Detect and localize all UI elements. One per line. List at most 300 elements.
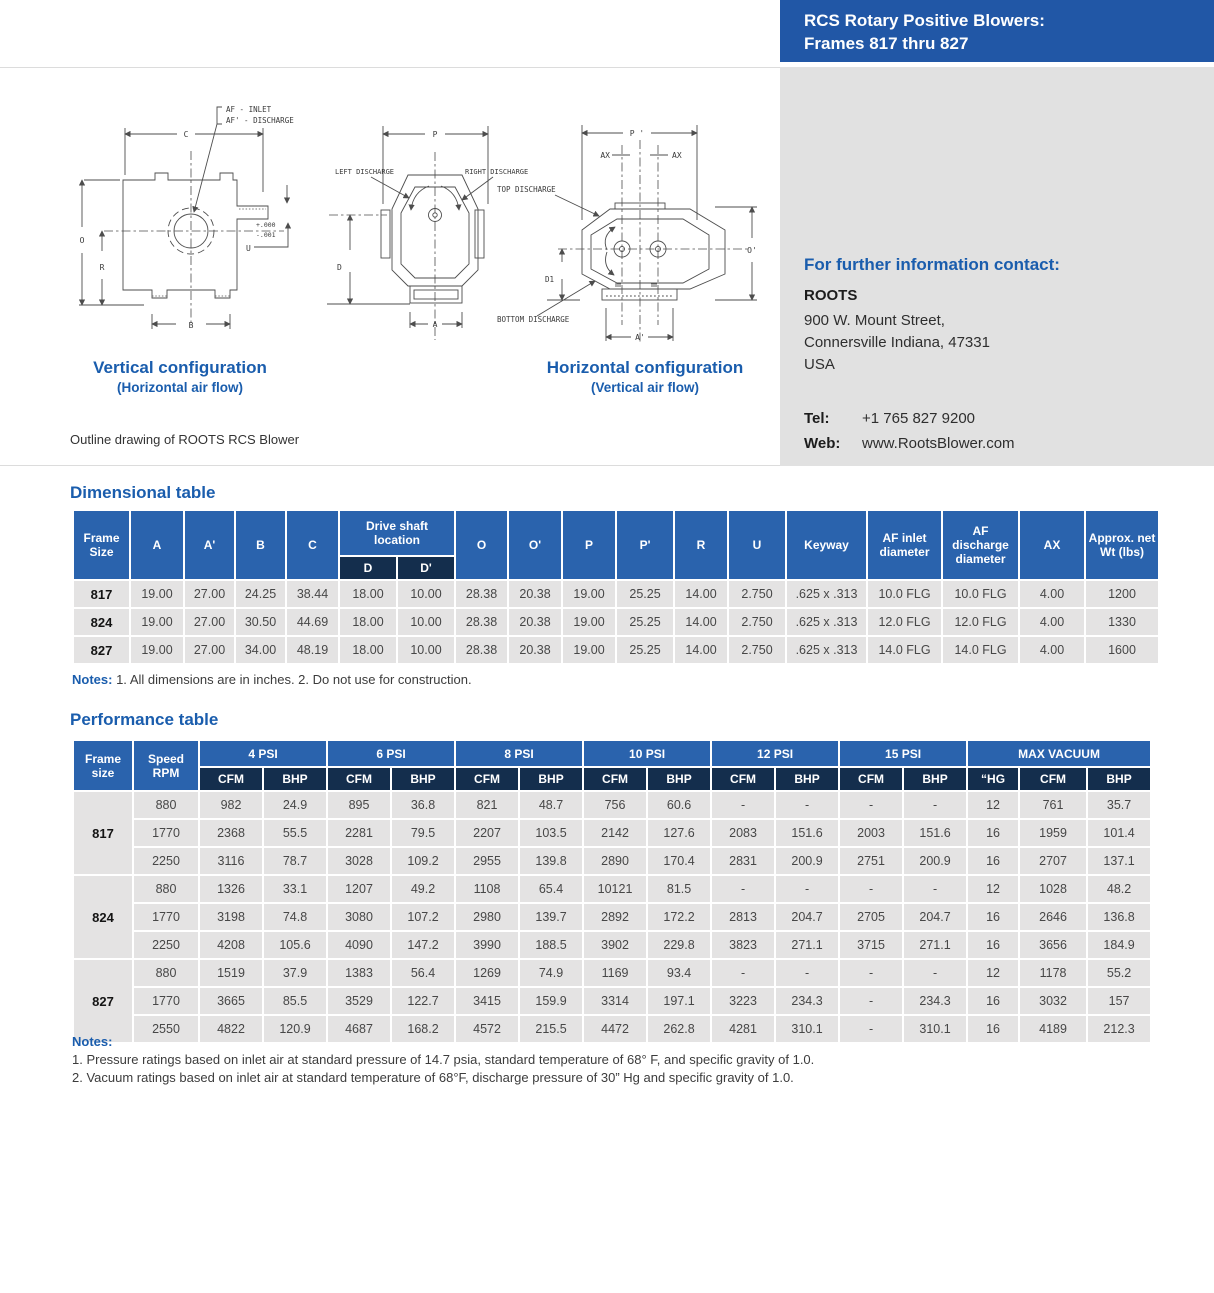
table-cell: 1169: [584, 960, 646, 986]
table-cell: 200.9: [904, 848, 966, 874]
table-cell: .625 x .313: [787, 637, 866, 663]
table-cell: 10.00: [398, 637, 454, 663]
table-cell: 4189: [1020, 1016, 1086, 1042]
table-cell: 151.6: [904, 820, 966, 846]
table-cell: 60.6: [648, 792, 710, 818]
table-cell: 65.4: [520, 876, 582, 902]
table-cell: 4572: [456, 1016, 518, 1042]
col-u: U: [729, 511, 785, 579]
table-cell: -: [776, 792, 838, 818]
table-cell: 12: [968, 960, 1018, 986]
table-cell: 10.0 FLG: [943, 581, 1018, 607]
table-cell: 10.0 FLG: [868, 581, 941, 607]
table-cell: 55.5: [264, 820, 326, 846]
table-cell: -: [840, 792, 902, 818]
table-cell: 19.00: [131, 637, 183, 663]
table-row: [74, 876, 1150, 902]
performance-notes: Notes: 1. Pressure ratings based on inlet air at standard pressure of 14.7 psia, standard temperature of 68° F, and specific gravity of 1.0. 2. Vacuum ratings based on inlet air at standard temperature of 68°F, discharge pressure of 30” Hg and specific gravity of 1.0.: [72, 1034, 815, 1085]
col-hg: “HG: [968, 768, 1018, 790]
table-cell: 122.7: [392, 988, 454, 1014]
table-cell: 157: [1088, 988, 1150, 1014]
col-bhp: BHP: [776, 768, 838, 790]
table-cell: 25.25: [617, 609, 673, 635]
table-cell: 1519: [200, 960, 262, 986]
table-cell: 1770: [134, 988, 198, 1014]
label-o: O: [79, 236, 85, 245]
contact-address-line1: 900 W. Mount Street,: [804, 312, 945, 329]
performance-note-2: 2. Vacuum ratings based on inlet air at standard temperature of 68°F, discharge pressure of 30” Hg and specific gravity of 1.0.: [72, 1070, 794, 1085]
table-row: [74, 820, 1150, 846]
table-cell: -: [840, 876, 902, 902]
table-cell: 10.00: [398, 609, 454, 635]
col-frame-size: Frame Size: [74, 511, 129, 579]
table-cell: 234.3: [776, 988, 838, 1014]
table-cell: 2707: [1020, 848, 1086, 874]
table-cell: 4.00: [1020, 581, 1084, 607]
table-cell: 16: [968, 904, 1018, 930]
table-cell: 14.0 FLG: [868, 637, 941, 663]
table-cell: 19.00: [131, 609, 183, 635]
table-cell: 14.0 FLG: [943, 637, 1018, 663]
col-d: D: [340, 557, 396, 579]
table-cell: 4090: [328, 932, 390, 958]
table-cell: 44.69: [287, 609, 338, 635]
label-p: P: [432, 130, 438, 139]
table-cell: 262.8: [648, 1016, 710, 1042]
table-cell: 761: [1020, 792, 1086, 818]
table-cell: 3028: [328, 848, 390, 874]
table-row: [74, 792, 1150, 818]
table-cell: 2281: [328, 820, 390, 846]
banner-title-line1: RCS Rotary Positive Blowers:: [804, 11, 1045, 30]
table-cell: 2003: [840, 820, 902, 846]
table-cell: 2550: [134, 1016, 198, 1042]
col-af-inlet-diameter: AF inlet diameter: [868, 511, 941, 579]
table-cell: 880: [134, 792, 198, 818]
table-cell: 1178: [1020, 960, 1086, 986]
col-a-prime: A': [185, 511, 234, 579]
table-cell: 2250: [134, 848, 198, 874]
table-row: [74, 988, 1150, 1014]
table-cell: 93.4: [648, 960, 710, 986]
table-cell: 48.2: [1088, 876, 1150, 902]
label-d: D: [337, 263, 342, 272]
table-cell: 4687: [328, 1016, 390, 1042]
table-cell: 170.4: [648, 848, 710, 874]
col-cfm: CFM: [840, 768, 902, 790]
col-group-12psi: 12 PSI: [712, 741, 838, 766]
performance-table: [72, 739, 1152, 1044]
label-tol-plus: +.000: [256, 221, 276, 229]
web-value: www.RootsBlower.com: [862, 435, 1015, 452]
table-cell: 821: [456, 792, 518, 818]
table-cell: 14.00: [675, 637, 727, 663]
table-cell: 229.8: [648, 932, 710, 958]
table-cell: 310.1: [776, 1016, 838, 1042]
label-af-inlet: AF - INLET: [226, 105, 272, 114]
table-cell: 79.5: [392, 820, 454, 846]
table-cell: 2.750: [729, 581, 785, 607]
header-banner: [780, 0, 1214, 62]
table-cell: -: [712, 876, 774, 902]
table-cell: 234.3: [904, 988, 966, 1014]
table-cell: 3415: [456, 988, 518, 1014]
table-cell: 20.38: [509, 609, 561, 635]
table-cell: 2831: [712, 848, 774, 874]
table-cell: 1770: [134, 820, 198, 846]
table-cell: 12: [968, 876, 1018, 902]
col-ax: AX: [1020, 511, 1084, 579]
table-cell: -: [840, 960, 902, 986]
table-cell: -: [904, 876, 966, 902]
table-cell: 880: [134, 876, 198, 902]
table-cell: .625 x .313: [787, 581, 866, 607]
table-row: [74, 637, 1158, 663]
table-cell: 3032: [1020, 988, 1086, 1014]
table-row: [74, 848, 1150, 874]
table-cell: -: [904, 960, 966, 986]
label-tol-minus: -.001: [256, 231, 276, 239]
col-group-6psi: 6 PSI: [328, 741, 454, 766]
table-cell: 3902: [584, 932, 646, 958]
table-row: [74, 581, 1158, 607]
table-cell: 204.7: [904, 904, 966, 930]
table-cell: -: [712, 792, 774, 818]
table-cell: 18.00: [340, 609, 396, 635]
table-cell: 3116: [200, 848, 262, 874]
table-cell: 1770: [134, 904, 198, 930]
table-cell: 34.00: [236, 637, 285, 663]
col-keyway: Keyway: [787, 511, 866, 579]
col-b: B: [236, 511, 285, 579]
table-cell: 817: [74, 581, 129, 607]
table-cell: 38.44: [287, 581, 338, 607]
col-cfm: CFM: [328, 768, 390, 790]
table-row: [74, 932, 1150, 958]
performance-table-title: Performance table: [70, 710, 219, 729]
table-cell: 12.0 FLG: [868, 609, 941, 635]
contact-tel-row: [804, 406, 1194, 431]
table-cell: 3656: [1020, 932, 1086, 958]
web-label: Web:: [804, 435, 841, 452]
table-cell: 10.00: [398, 581, 454, 607]
tel-label: Tel:: [804, 410, 830, 427]
table-cell: 200.9: [776, 848, 838, 874]
table-cell: 16: [968, 820, 1018, 846]
table-cell: 1383: [328, 960, 390, 986]
table-cell: 120.9: [264, 1016, 326, 1042]
table-cell: -: [904, 792, 966, 818]
dimensional-notes: Notes: 1. All dimensions are in inches. 2. Do not use for construction.: [72, 672, 472, 687]
label-p-prime: P ': [629, 129, 645, 138]
table-cell: 2955: [456, 848, 518, 874]
col-bhp: BHP: [520, 768, 582, 790]
frame-size-cell: 827: [74, 960, 132, 1042]
banner-title-line2: Frames 817 thru 827: [804, 34, 969, 53]
table-cell: 2980: [456, 904, 518, 930]
table-cell: 2646: [1020, 904, 1086, 930]
col-bhp: BHP: [648, 768, 710, 790]
col-group-10psi: 10 PSI: [584, 741, 710, 766]
table-cell: 184.9: [1088, 932, 1150, 958]
col-d-prime: D': [398, 557, 454, 579]
table-cell: 78.7: [264, 848, 326, 874]
table-cell: 1108: [456, 876, 518, 902]
table-cell: 14.00: [675, 609, 727, 635]
table-cell: 48.19: [287, 637, 338, 663]
table-cell: 30.50: [236, 609, 285, 635]
table-cell: 271.1: [904, 932, 966, 958]
table-cell: 19.00: [563, 581, 615, 607]
table-cell: 81.5: [648, 876, 710, 902]
table-cell: 19.00: [131, 581, 183, 607]
table-row: [74, 960, 1150, 986]
table-cell: 3990: [456, 932, 518, 958]
col-frame-size: Frame size: [74, 741, 132, 790]
table-cell: 2892: [584, 904, 646, 930]
table-cell: 74.8: [264, 904, 326, 930]
table-cell: 1200: [1086, 581, 1158, 607]
table-cell: 16: [968, 988, 1018, 1014]
table-cell: 2705: [840, 904, 902, 930]
table-cell: 74.9: [520, 960, 582, 986]
table-cell: 2.750: [729, 637, 785, 663]
contact-web-row: [804, 431, 1194, 456]
col-p: P: [563, 511, 615, 579]
table-cell: 56.4: [392, 960, 454, 986]
table-cell: 139.7: [520, 904, 582, 930]
table-cell: 28.38: [456, 637, 507, 663]
table-cell: .625 x .313: [787, 609, 866, 635]
label-ax-left: AX: [600, 151, 610, 160]
performance-note-1: 1. Pressure ratings based on inlet air at standard pressure of 14.7 psia, standard temperature of 68° F, and specific gravity of 1.0.: [72, 1052, 815, 1067]
table-cell: 101.4: [1088, 820, 1150, 846]
table-cell: 895: [328, 792, 390, 818]
table-cell: 212.3: [1088, 1016, 1150, 1042]
table-cell: 18.00: [340, 581, 396, 607]
table-cell: 756: [584, 792, 646, 818]
col-a: A: [131, 511, 183, 579]
table-cell: 25.25: [617, 581, 673, 607]
table-cell: 188.5: [520, 932, 582, 958]
table-cell: 19.00: [563, 637, 615, 663]
frame-size-cell: 817: [74, 792, 132, 874]
dimensional-table-title: Dimensional table: [70, 483, 216, 502]
table-cell: 139.8: [520, 848, 582, 874]
col-o: O: [456, 511, 507, 579]
table-cell: 2368: [200, 820, 262, 846]
dimensional-table: [72, 509, 1160, 665]
table-cell: 2142: [584, 820, 646, 846]
label-right-discharge: RIGHT DISCHARGE: [465, 168, 529, 176]
label-r: R: [99, 263, 105, 272]
table-cell: 2250: [134, 932, 198, 958]
table-cell: 16: [968, 932, 1018, 958]
table-cell: 4281: [712, 1016, 774, 1042]
table-cell: 197.1: [648, 988, 710, 1014]
table-cell: 3823: [712, 932, 774, 958]
col-net-wt: Approx. net Wt (lbs): [1086, 511, 1158, 579]
frame-size-cell: 824: [74, 876, 132, 958]
table-cell: 151.6: [776, 820, 838, 846]
table-cell: 168.2: [392, 1016, 454, 1042]
table-cell: -: [776, 876, 838, 902]
col-cfm: CFM: [1020, 768, 1086, 790]
table-cell: 28.38: [456, 581, 507, 607]
divider-top: [0, 67, 780, 68]
table-cell: -: [712, 960, 774, 986]
table-cell: 24.9: [264, 792, 326, 818]
col-p-prime: P': [617, 511, 673, 579]
table-cell: 12.0 FLG: [943, 609, 1018, 635]
table-cell: 1959: [1020, 820, 1086, 846]
table-cell: 16: [968, 1016, 1018, 1042]
label-bottom-discharge: BOTTOM DISCHARGE: [497, 315, 570, 324]
table-cell: 3665: [200, 988, 262, 1014]
drawing-horizontal-configuration: [495, 112, 765, 362]
label-c: C: [183, 130, 189, 139]
table-cell: 109.2: [392, 848, 454, 874]
table-cell: 25.25: [617, 637, 673, 663]
table-cell: 2.750: [729, 609, 785, 635]
table-cell: 172.2: [648, 904, 710, 930]
table-cell: 982: [200, 792, 262, 818]
col-cfm: CFM: [712, 768, 774, 790]
table-cell: 204.7: [776, 904, 838, 930]
col-group-15psi: 15 PSI: [840, 741, 966, 766]
table-row: [74, 904, 1150, 930]
table-cell: 36.8: [392, 792, 454, 818]
table-cell: 16: [968, 848, 1018, 874]
table-row: [74, 609, 1158, 635]
outline-drawing-note: Outline drawing of ROOTS RCS Blower: [70, 432, 300, 447]
table-cell: 159.9: [520, 988, 582, 1014]
table-cell: 3529: [328, 988, 390, 1014]
col-group-max-vacuum: MAX VACUUM: [968, 741, 1150, 766]
table-cell: 27.00: [185, 581, 234, 607]
label-b: B: [188, 321, 194, 330]
label-left-discharge: LEFT DISCHARGE: [335, 168, 395, 176]
table-cell: 12: [968, 792, 1018, 818]
label-d1: D1: [545, 275, 555, 284]
table-cell: 85.5: [264, 988, 326, 1014]
col-cfm: CFM: [584, 768, 646, 790]
col-speed-rpm: Speed RPM: [134, 741, 198, 790]
table-cell: 18.00: [340, 637, 396, 663]
table-cell: 24.25: [236, 581, 285, 607]
table-cell: 3198: [200, 904, 262, 930]
caption-horizontal-configuration: Horizontal configuration (Vertical air flow): [546, 358, 744, 395]
table-cell: 103.5: [520, 820, 582, 846]
table-cell: 14.00: [675, 581, 727, 607]
contact-heading: For further information contact:: [804, 255, 1060, 274]
table-cell: 271.1: [776, 932, 838, 958]
table-cell: 2890: [584, 848, 646, 874]
table-cell: 4208: [200, 932, 262, 958]
table-cell: 1269: [456, 960, 518, 986]
col-group-8psi: 8 PSI: [456, 741, 582, 766]
table-cell: 1600: [1086, 637, 1158, 663]
table-cell: 49.2: [392, 876, 454, 902]
table-cell: 27.00: [185, 609, 234, 635]
table-cell: 107.2: [392, 904, 454, 930]
label-u: U: [246, 244, 251, 253]
table-cell: 37.9: [264, 960, 326, 986]
table-cell: 136.8: [1088, 904, 1150, 930]
table-cell: 215.5: [520, 1016, 582, 1042]
table-cell: 2207: [456, 820, 518, 846]
table-cell: 19.00: [563, 609, 615, 635]
table-cell: 3223: [712, 988, 774, 1014]
contact-address-line3: USA: [804, 356, 835, 373]
table-cell: -: [840, 988, 902, 1014]
table-cell: 20.38: [509, 637, 561, 663]
col-bhp: BHP: [1088, 768, 1150, 790]
table-cell: 147.2: [392, 932, 454, 958]
label-o-prime: O': [747, 246, 757, 255]
table-cell: 310.1: [904, 1016, 966, 1042]
col-group-4psi: 4 PSI: [200, 741, 326, 766]
table-cell: 35.7: [1088, 792, 1150, 818]
col-cfm: CFM: [200, 768, 262, 790]
contact-company: ROOTS: [804, 287, 858, 304]
table-cell: 1330: [1086, 609, 1158, 635]
table-cell: 105.6: [264, 932, 326, 958]
col-r: R: [675, 511, 727, 579]
table-cell: 4.00: [1020, 637, 1084, 663]
contact-address-line2: Connersville Indiana, 47331: [804, 334, 990, 351]
table-cell: 3314: [584, 988, 646, 1014]
col-drive-shaft-location: Drive shaft location: [340, 511, 454, 555]
table-cell: 1028: [1020, 876, 1086, 902]
label-ax-right: AX: [672, 151, 682, 160]
label-a: A: [432, 320, 438, 329]
table-cell: 10121: [584, 876, 646, 902]
table-cell: 3080: [328, 904, 390, 930]
table-cell: 48.7: [520, 792, 582, 818]
caption-vertical-configuration: Vertical configuration (Horizontal air flow): [93, 358, 267, 395]
table-cell: 2083: [712, 820, 774, 846]
contact-panel: [780, 67, 1214, 466]
tel-value: +1 765 827 9200: [862, 410, 976, 427]
table-cell: 824: [74, 609, 129, 635]
col-c: C: [287, 511, 338, 579]
col-bhp: BHP: [264, 768, 326, 790]
table-cell: 33.1: [264, 876, 326, 902]
table-cell: 827: [74, 637, 129, 663]
label-top-discharge: TOP DISCHARGE: [497, 185, 556, 194]
table-cell: 55.2: [1088, 960, 1150, 986]
col-bhp: BHP: [392, 768, 454, 790]
label-a-prime: A': [635, 333, 645, 342]
table-cell: 137.1: [1088, 848, 1150, 874]
label-af-discharge: AF' - DISCHARGE: [226, 116, 294, 125]
table-cell: 4.00: [1020, 609, 1084, 635]
table-cell: 1326: [200, 876, 262, 902]
table-cell: 28.38: [456, 609, 507, 635]
col-cfm: CFM: [456, 768, 518, 790]
col-o-prime: O': [509, 511, 561, 579]
drawing-vertical-configuration: [60, 95, 340, 340]
table-cell: 2751: [840, 848, 902, 874]
table-cell: 880: [134, 960, 198, 986]
col-bhp: BHP: [904, 768, 966, 790]
col-af-discharge-diameter: AF discharge diameter: [943, 511, 1018, 579]
table-cell: -: [776, 960, 838, 986]
table-cell: 2813: [712, 904, 774, 930]
table-cell: 27.00: [185, 637, 234, 663]
table-cell: 3715: [840, 932, 902, 958]
